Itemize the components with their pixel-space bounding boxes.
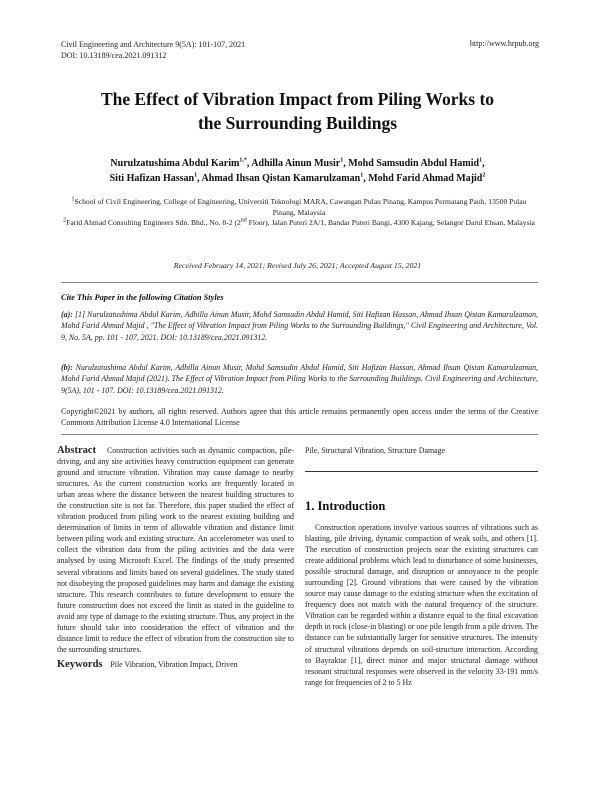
keywords-heading: Keywords xyxy=(57,658,103,670)
author-list xyxy=(40,156,555,186)
author-name: Nurulzatushima Abdul Karim xyxy=(110,158,240,169)
abstract-heading: Abstract xyxy=(57,445,97,456)
divider xyxy=(61,434,538,435)
keywords-continued: Pile, Structural Vibration, Structure Damage xyxy=(305,446,446,455)
copyright-notice: Copyright©2021 by authors, all rights reserved. Authors agree that this article remains permanently open access under the terms of the Creative Commons Attribution License 4.0 International License xyxy=(61,407,538,427)
abstract xyxy=(57,445,294,655)
citation-heading: Cite This Paper in the following Citation Styles xyxy=(61,293,224,302)
citation-style-b: (b): Nurulzatushima Abdul Karim, Adhilla Ainun Musir, Mohd Samsudin Abdul Hamid, Siti Hafizan Hassan, Ahmad Ihsan Qistan Kamarulzaman, Mohd Farid Ahmad Majid (2021). The Effect of Vibration Impact from Piling Works to the Surrounding Buildings. Civil Engineering and Architecture, 9(5A), 101 - 107. DOI: 10.13189/cea.2021.091312. xyxy=(61,363,538,395)
author-affil-mark: 1 xyxy=(194,172,198,179)
author-affil-mark: 1 xyxy=(360,172,364,179)
affiliation-1: $^1$School of Civil Engineering, College of Engineering, Universiti Teknologi MARA, Cawangan Pulau Pinang, Kampus Permatang Pauh, 13500 Pulau Pinang, Malaysia xyxy=(71,196,527,217)
author-name: Mohd Farid Ahmad Majid xyxy=(368,173,483,184)
author-name: Mohd Samsudin Abdul Hamid xyxy=(348,158,480,169)
journal-citation: Civil Engineering and Architecture 9(5A): 101-107, 2021 xyxy=(61,40,246,49)
author-line-1: Nurulzatushima Abdul Karim$^{1,*}$, Adhilla Ainun Musir$^1$, Mohd Samsudin Abdul Hamid$^1$, xyxy=(110,157,485,169)
keywords-text: Pile Vibration, Vibration Impact, Driven xyxy=(110,659,238,669)
affiliations xyxy=(62,197,536,229)
divider xyxy=(61,282,538,283)
author-name: Adhilla Ainun Musir xyxy=(251,158,341,169)
author-line-2: Siti Hafizan Hassan$^1$, Ahmad Ihsan Qistan Kamarulzaman$^1$, Mohd Farid Ahmad Majid$^2$ xyxy=(109,172,486,184)
author-affil-mark: 1 xyxy=(340,157,344,164)
author-affil-mark: 1,* xyxy=(239,157,247,164)
doi-header: DOI: 10.13189/cea.2021.091312 xyxy=(61,51,167,60)
left-column xyxy=(57,445,294,670)
running-header xyxy=(61,39,245,61)
author-name: Siti Hafizan Hassan xyxy=(109,173,195,184)
title-line-2: the Surrounding Buildings xyxy=(197,113,398,133)
affiliation-2: $^2$Farid Ahmad Consulting Engineers Sdn. Bhd., No. 8-2 (2nd Floor), Jalan Puteri 2A/1, Bandar Puteri Bangi, 4300 Kajang, Selangor Darul Ehsan, Malaysia xyxy=(63,217,535,227)
abstract-text: Construction activities such as dynamic compaction, pile-driving, and any site activities heavy construction equipment can generate ground and structure vibration. Vibration may cause damage to nearby structures. As the current construction works are frequently located in urban areas where the distance between the nearest building structures to the construction site is not far. Therefore, this paper studied the effect of vibration produced from piling work to the nearest existing building and determination of limits in term of allowable vibration and distance limit between piling work and existing structure. An accelerometer was used to collect the vibration data from the piling activities and the data were analysed by using Microsoft Excel. The findings of the study presented several vibrations and limits based on several guidelines. The study stated not disobeying the proposed guidelines may harm and damage the existing structure. This research contributes to future development to ensure the future construction does not exceed the limit as stated in the guideline to avoid any type of damage to the existing structure. Thus, any project in the future should take into consideration the effect of vibration and the distance limit to reduce the effect of vibration from the construction site to the surrounding structures. xyxy=(57,446,294,654)
author-affil-mark: 2 xyxy=(482,172,486,179)
introduction-text: Construction operations involve various sources of vibrations such as blasting, pile driving, dynamic compaction of weak soils, and others [1]. The execution of construction projects near the existing structures can create additional problems which lead to disturbance of some businesses, possible structural damage, and disruption or annoyance to the people surrounding [2]. Ground vibrations that were caused by the vibration source may cause damage to the existing structure when the excitation of frequency does not match with the natural frequency of the structure. Vibration can be regarded within a distance equal to the final excavation depth in rock (close-in blasting) or one pile length from a pile driven. The distance can be substantially larger for sensitive structures. The intensity of structural vibrations depends on soil-structure interaction. According to Bayraktar [1], direct minor and major structural damage without resonant structural responses were observed in the velocity 33-191 mm/s range for frequencies of 2 to 5 Hz xyxy=(305,523,539,687)
keywords xyxy=(57,659,294,670)
divider xyxy=(305,471,538,472)
author-affil-mark: 1 xyxy=(479,157,483,164)
journal-url[interactable]: http://www.hrpub.org xyxy=(469,39,539,48)
title-line-1: The Effect of Vibration Impact from Piling Works to xyxy=(100,89,495,109)
received-dates: Received February 14, 2021; Revised July 26, 2021; Accepted August 15, 2021 xyxy=(173,261,422,270)
paper-title xyxy=(40,87,555,135)
section-heading-introduction: 1. Introduction xyxy=(305,499,386,513)
citation-style-a: (a): [1] Nurulzatushima Abdul Karim, Adhilla Ainun Musir, Mohd Samsudin Abdul Hamid, Siti Hafizan Hassan, Ahmad Ihsan Qistan Kamarulzaman, Mohd Farid Ahmad Majid , "The Effect of Vibration Impact from Piling Works to the Surrounding Buildings," Civil Engineering and Architecture, Vol. 9, No. 5A, pp. 101 - 107, 2021. DOI: 10.13189/cea.2021.091312. xyxy=(61,310,538,342)
author-name: Ahmad Ihsan Qistan Kamarulzaman xyxy=(201,173,361,184)
